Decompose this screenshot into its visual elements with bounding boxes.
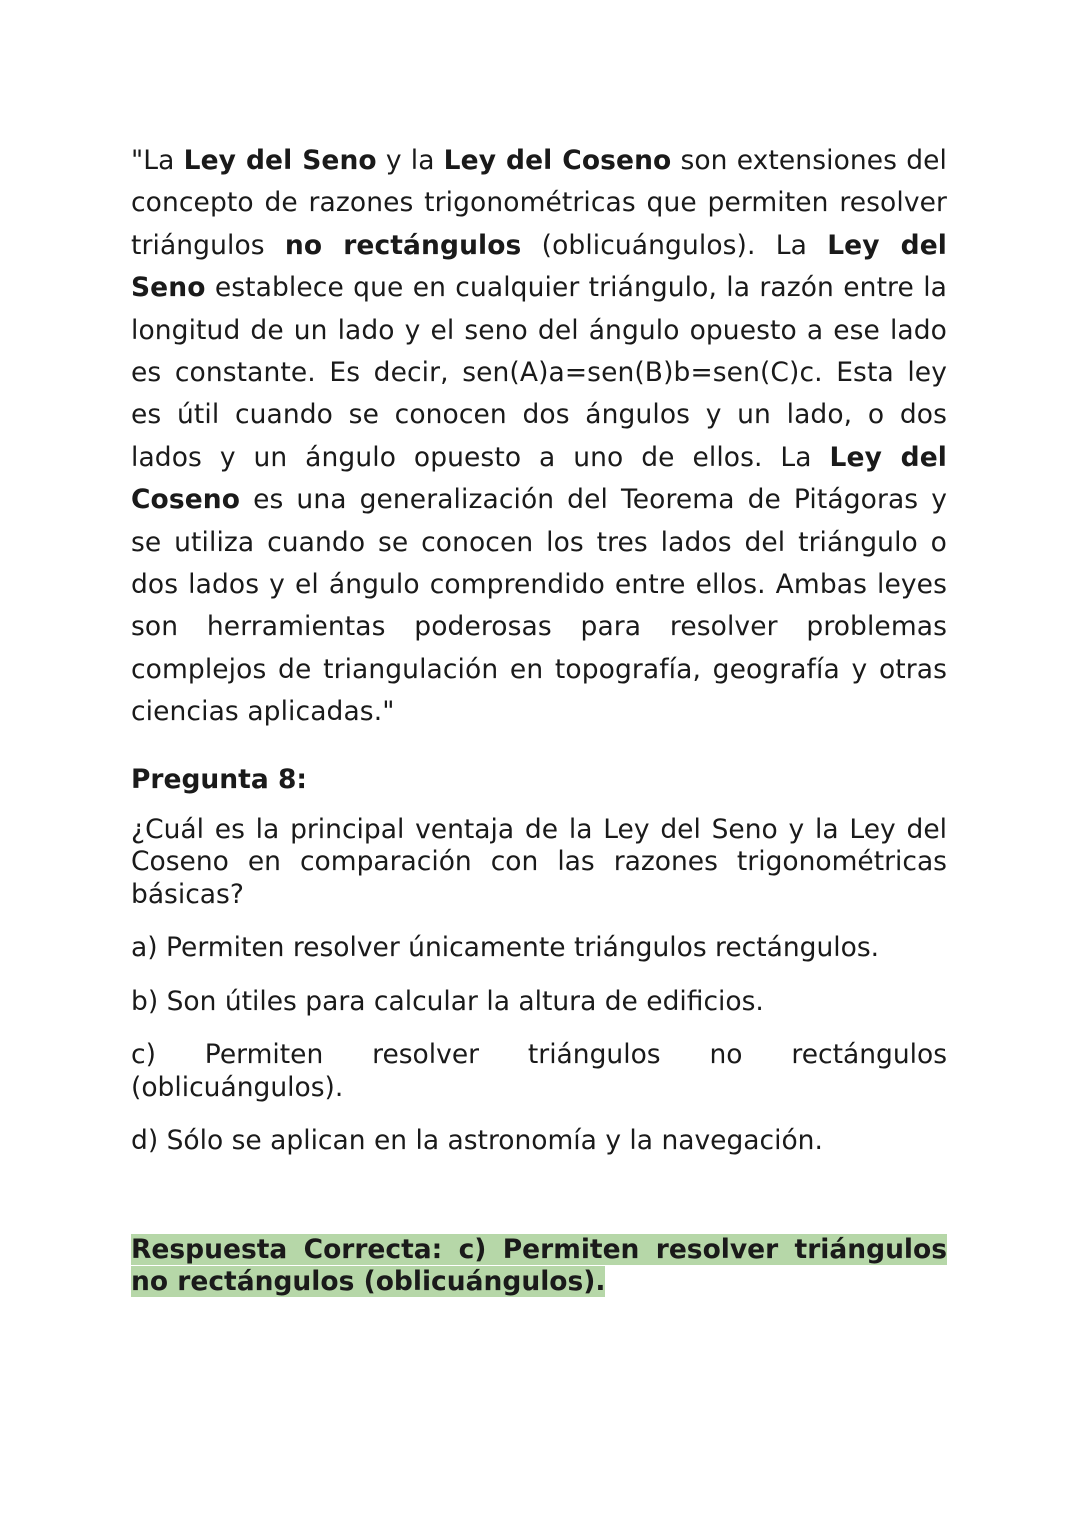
passage-text: (oblicuángulos). La	[521, 229, 828, 261]
passage-text: "La	[131, 145, 184, 176]
passage-text: es una generalización del Teorema de Pitágoras y se utiliza cuando se conocen los tres lados del triángulo o dos lados y el ángulo comprendido entre ellos. Ambas leyes son herramientas poderosas para resolver problemas complejos de triangulación en topografía, geografía y otras ciencias aplicadas."	[131, 484, 947, 728]
option-a: a) Permiten resolver únicamente triángulos rectángulos.	[131, 932, 880, 964]
passage-text: y la	[376, 145, 444, 176]
passage-bold-term: Ley del Coseno	[131, 441, 947, 516]
question-text: ¿Cuál es la principal ventaja de la Ley del Seno y la Ley del Coseno en comparación con las razones trigonométricas básicas?	[131, 813, 947, 910]
passage-text: establece que en cualquier triángulo, la razón entre la longitud de un lado y el seno del ángulo opuesto a ese lado es constante. Es decir, sen(A)a=sen(B)b=sen(C)c. Esta ley es útil cuando se conocen dos ángulos y un lado, o dos lados y un ángulo opuesto a uno de ellos. La	[131, 272, 947, 473]
question-heading: Pregunta 8:	[131, 763, 307, 795]
option-d: d) Sólo se aplican en la astronomía y la navegación.	[131, 1125, 823, 1157]
correct-answer	[131, 1234, 947, 1299]
document-page	[131, 140, 947, 1299]
option-b: b) Son útiles para calcular la altura de edificios.	[131, 985, 764, 1017]
passage-bold-term: no rectángulos	[284, 229, 522, 261]
reading-passage	[131, 140, 947, 734]
passage-bold-term: Ley del Coseno	[443, 145, 672, 176]
passage-bold-term: Ley del Seno	[131, 229, 947, 304]
option-c: c) Permiten resolver triángulos no rectángulos (oblicuángulos).	[131, 1039, 947, 1103]
passage-bold-term: Ley del Seno	[183, 145, 377, 176]
passage-text: son extensiones del concepto de razones trigonométricas que permiten resolver triángulos	[131, 145, 947, 261]
correct-answer-highlight: Respuesta Correcta: c) Permiten resolver triángulos no rectángulos (oblicuángulos).	[131, 1233, 947, 1298]
